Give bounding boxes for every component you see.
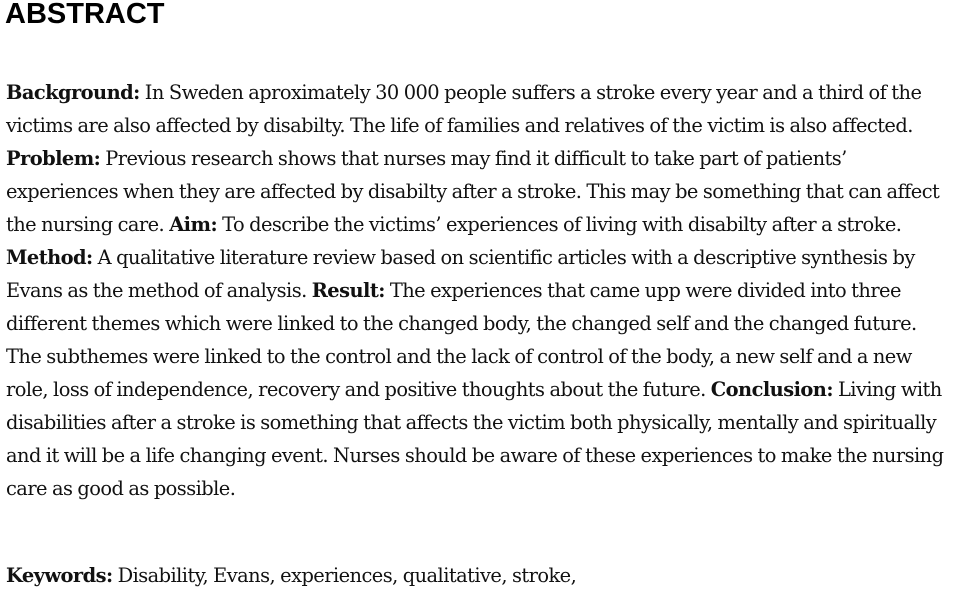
abstract-body bbox=[6, 76, 956, 505]
conclusion-label: Conclusion: bbox=[710, 378, 833, 401]
keywords-label: Keywords: bbox=[6, 564, 113, 587]
background-text: In Sweden aproximately 30 000 people suffers a stroke every year and a third of the victims are also affected by disabilty. The life of families and relatives of the victim is also affected. bbox=[6, 81, 922, 137]
aim-text: To describe the victims’ experiences of living with disabilty after a stroke. bbox=[217, 213, 902, 236]
conclusion-text: Living with disabilities after a stroke is something that affects the victim both physically, mentally and spiritually and it will be a life changing event. Nurses should be aware of these experiences to make the nursing care as good as possible. bbox=[6, 378, 944, 500]
abstract-heading: ABSTRACT bbox=[5, 0, 165, 30]
keywords-text: Disability, Evans, experiences, qualitative, stroke, bbox=[112, 564, 577, 587]
problem-label: Problem: bbox=[6, 147, 101, 170]
method-label: Method: bbox=[6, 246, 93, 269]
aim-label: Aim: bbox=[169, 213, 218, 236]
background-label: Background: bbox=[6, 81, 140, 104]
method-text: A qualitative literature review based on scientific articles with a descriptive synthesis by Evans as the method of analysis. bbox=[6, 246, 915, 302]
result-text: The experiences that came upp were divided into three different themes which were linked to the changed body, the changed self and the changed future. The subthemes were linked to the control and the lack of control of the body, a new self and a new role, loss of independence, recovery and positive thoughts about the future. bbox=[6, 279, 917, 401]
keywords-line bbox=[6, 559, 956, 592]
result-label: Result: bbox=[311, 279, 385, 302]
problem-text: Previous research shows that nurses may find it difficult to take part of patients’ experiences when they are affected by disabilty after a stroke. This may be something that can affect the nursing care. bbox=[6, 147, 940, 236]
